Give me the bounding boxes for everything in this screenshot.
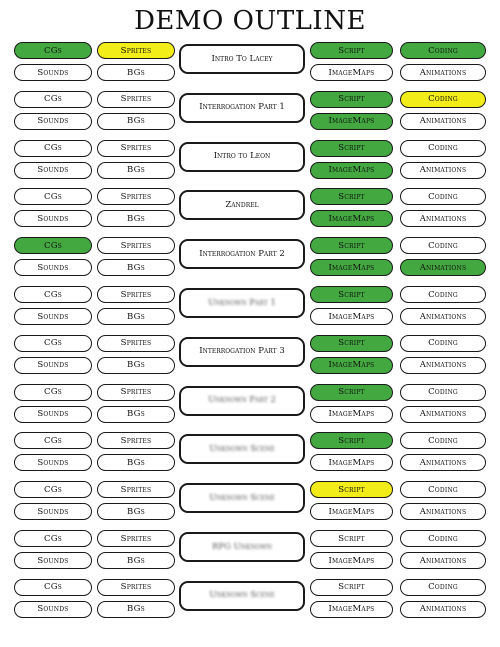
scene-title-box [179,386,305,416]
bgs-pill: BGs [97,552,175,569]
scene-group [0,335,500,377]
coding-pill: Coding [400,335,486,352]
scene-title-box [179,532,305,562]
sounds-pill: Sounds [14,210,92,227]
scene-title-box [179,239,305,269]
coding-pill: Coding [400,188,486,205]
scene-title: Unknown Scene [209,443,275,454]
animations-pill: Animations [400,406,486,423]
scene-title-box [179,434,305,464]
bgs-pill: BGs [97,308,175,325]
script-pill: Script [310,432,393,449]
cgs-pill: CGs [14,286,92,303]
scene-title-box [179,288,305,318]
imagemaps-pill: ImageMaps [310,357,393,374]
scene-group [0,530,500,572]
bgs-pill: BGs [97,259,175,276]
scene-title-box [179,483,305,513]
cgs-pill: CGs [14,384,92,401]
sprites-pill: Sprites [97,432,175,449]
imagemaps-pill: ImageMaps [310,259,393,276]
script-pill: Script [310,42,393,59]
animations-pill: Animations [400,552,486,569]
scene-title: Unknown Part 1 [208,297,276,308]
animations-pill: Animations [400,259,486,276]
coding-pill: Coding [400,384,486,401]
imagemaps-pill: ImageMaps [310,601,393,618]
scene-title: Zandrel [225,199,259,210]
bgs-pill: BGs [97,406,175,423]
sprites-pill: Sprites [97,286,175,303]
script-pill: Script [310,237,393,254]
cgs-pill: CGs [14,530,92,547]
sprites-pill: Sprites [97,384,175,401]
coding-pill: Coding [400,286,486,303]
sprites-pill: Sprites [97,579,175,596]
animations-pill: Animations [400,308,486,325]
script-pill: Script [310,188,393,205]
scene-title: Interrogation Part 3 [199,346,285,357]
scene-title: Unknown Scene [209,492,275,503]
coding-pill: Coding [400,91,486,108]
sounds-pill: Sounds [14,259,92,276]
sprites-pill: Sprites [97,335,175,352]
coding-pill: Coding [400,42,486,59]
animations-pill: Animations [400,162,486,179]
scene-title: Unknown Part 2 [208,395,276,406]
scene-title: Intro To Lacey [211,53,273,64]
animations-pill: Animations [400,601,486,618]
imagemaps-pill: ImageMaps [310,552,393,569]
imagemaps-pill: ImageMaps [310,454,393,471]
cgs-pill: CGs [14,42,92,59]
cgs-pill: CGs [14,91,92,108]
scene-title-box [179,142,305,172]
script-pill: Script [310,530,393,547]
bgs-pill: BGs [97,601,175,618]
page-title: DEMO OUTLINE [134,6,366,36]
imagemaps-pill: ImageMaps [310,210,393,227]
script-pill: Script [310,91,393,108]
animations-pill: Animations [400,210,486,227]
scene-title-box [179,190,305,220]
sprites-pill: Sprites [97,42,175,59]
cgs-pill: CGs [14,237,92,254]
sounds-pill: Sounds [14,601,92,618]
bgs-pill: BGs [97,454,175,471]
script-pill: Script [310,140,393,157]
animations-pill: Animations [400,503,486,520]
sounds-pill: Sounds [14,162,92,179]
scene-group [0,237,500,279]
scene-title: Interrogation Part 1 [199,102,285,113]
sounds-pill: Sounds [14,406,92,423]
imagemaps-pill: ImageMaps [310,64,393,81]
sounds-pill: Sounds [14,503,92,520]
scene-group [0,42,500,84]
imagemaps-pill: ImageMaps [310,503,393,520]
sprites-pill: Sprites [97,481,175,498]
coding-pill: Coding [400,237,486,254]
script-pill: Script [310,335,393,352]
cgs-pill: CGs [14,579,92,596]
cgs-pill: CGs [14,335,92,352]
sprites-pill: Sprites [97,530,175,547]
cgs-pill: CGs [14,432,92,449]
coding-pill: Coding [400,432,486,449]
imagemaps-pill: ImageMaps [310,113,393,130]
cgs-pill: CGs [14,140,92,157]
bgs-pill: BGs [97,64,175,81]
scene-title: Intro to Leon [213,151,271,162]
coding-pill: Coding [400,579,486,596]
sounds-pill: Sounds [14,357,92,374]
sounds-pill: Sounds [14,454,92,471]
scene-group [0,140,500,182]
scene-title: Interrogation Part 2 [199,248,285,259]
imagemaps-pill: ImageMaps [310,308,393,325]
script-pill: Script [310,579,393,596]
animations-pill: Animations [400,64,486,81]
cgs-pill: CGs [14,481,92,498]
bgs-pill: BGs [97,210,175,227]
sounds-pill: Sounds [14,552,92,569]
sprites-pill: Sprites [97,188,175,205]
scene-group [0,286,500,328]
sounds-pill: Sounds [14,308,92,325]
sprites-pill: Sprites [97,140,175,157]
sounds-pill: Sounds [14,64,92,81]
scene-title: RPG Unknown [211,541,273,552]
animations-pill: Animations [400,454,486,471]
scene-group [0,579,500,621]
scene-title-box [179,337,305,367]
scene-group [0,432,500,474]
coding-pill: Coding [400,530,486,547]
scene-title-box [179,93,305,123]
sprites-pill: Sprites [97,237,175,254]
imagemaps-pill: ImageMaps [310,406,393,423]
cgs-pill: CGs [14,188,92,205]
imagemaps-pill: ImageMaps [310,162,393,179]
bgs-pill: BGs [97,162,175,179]
scene-group [0,384,500,426]
scene-title-box [179,44,305,74]
script-pill: Script [310,384,393,401]
script-pill: Script [310,481,393,498]
scene-group [0,91,500,133]
scene-title: Unknown Scene [209,590,275,601]
scene-group [0,188,500,230]
sounds-pill: Sounds [14,113,92,130]
bgs-pill: BGs [97,113,175,130]
script-pill: Script [310,286,393,303]
bgs-pill: BGs [97,503,175,520]
sprites-pill: Sprites [97,91,175,108]
animations-pill: Animations [400,357,486,374]
coding-pill: Coding [400,481,486,498]
animations-pill: Animations [400,113,486,130]
scene-group [0,481,500,523]
coding-pill: Coding [400,140,486,157]
scene-title-box [179,581,305,611]
bgs-pill: BGs [97,357,175,374]
